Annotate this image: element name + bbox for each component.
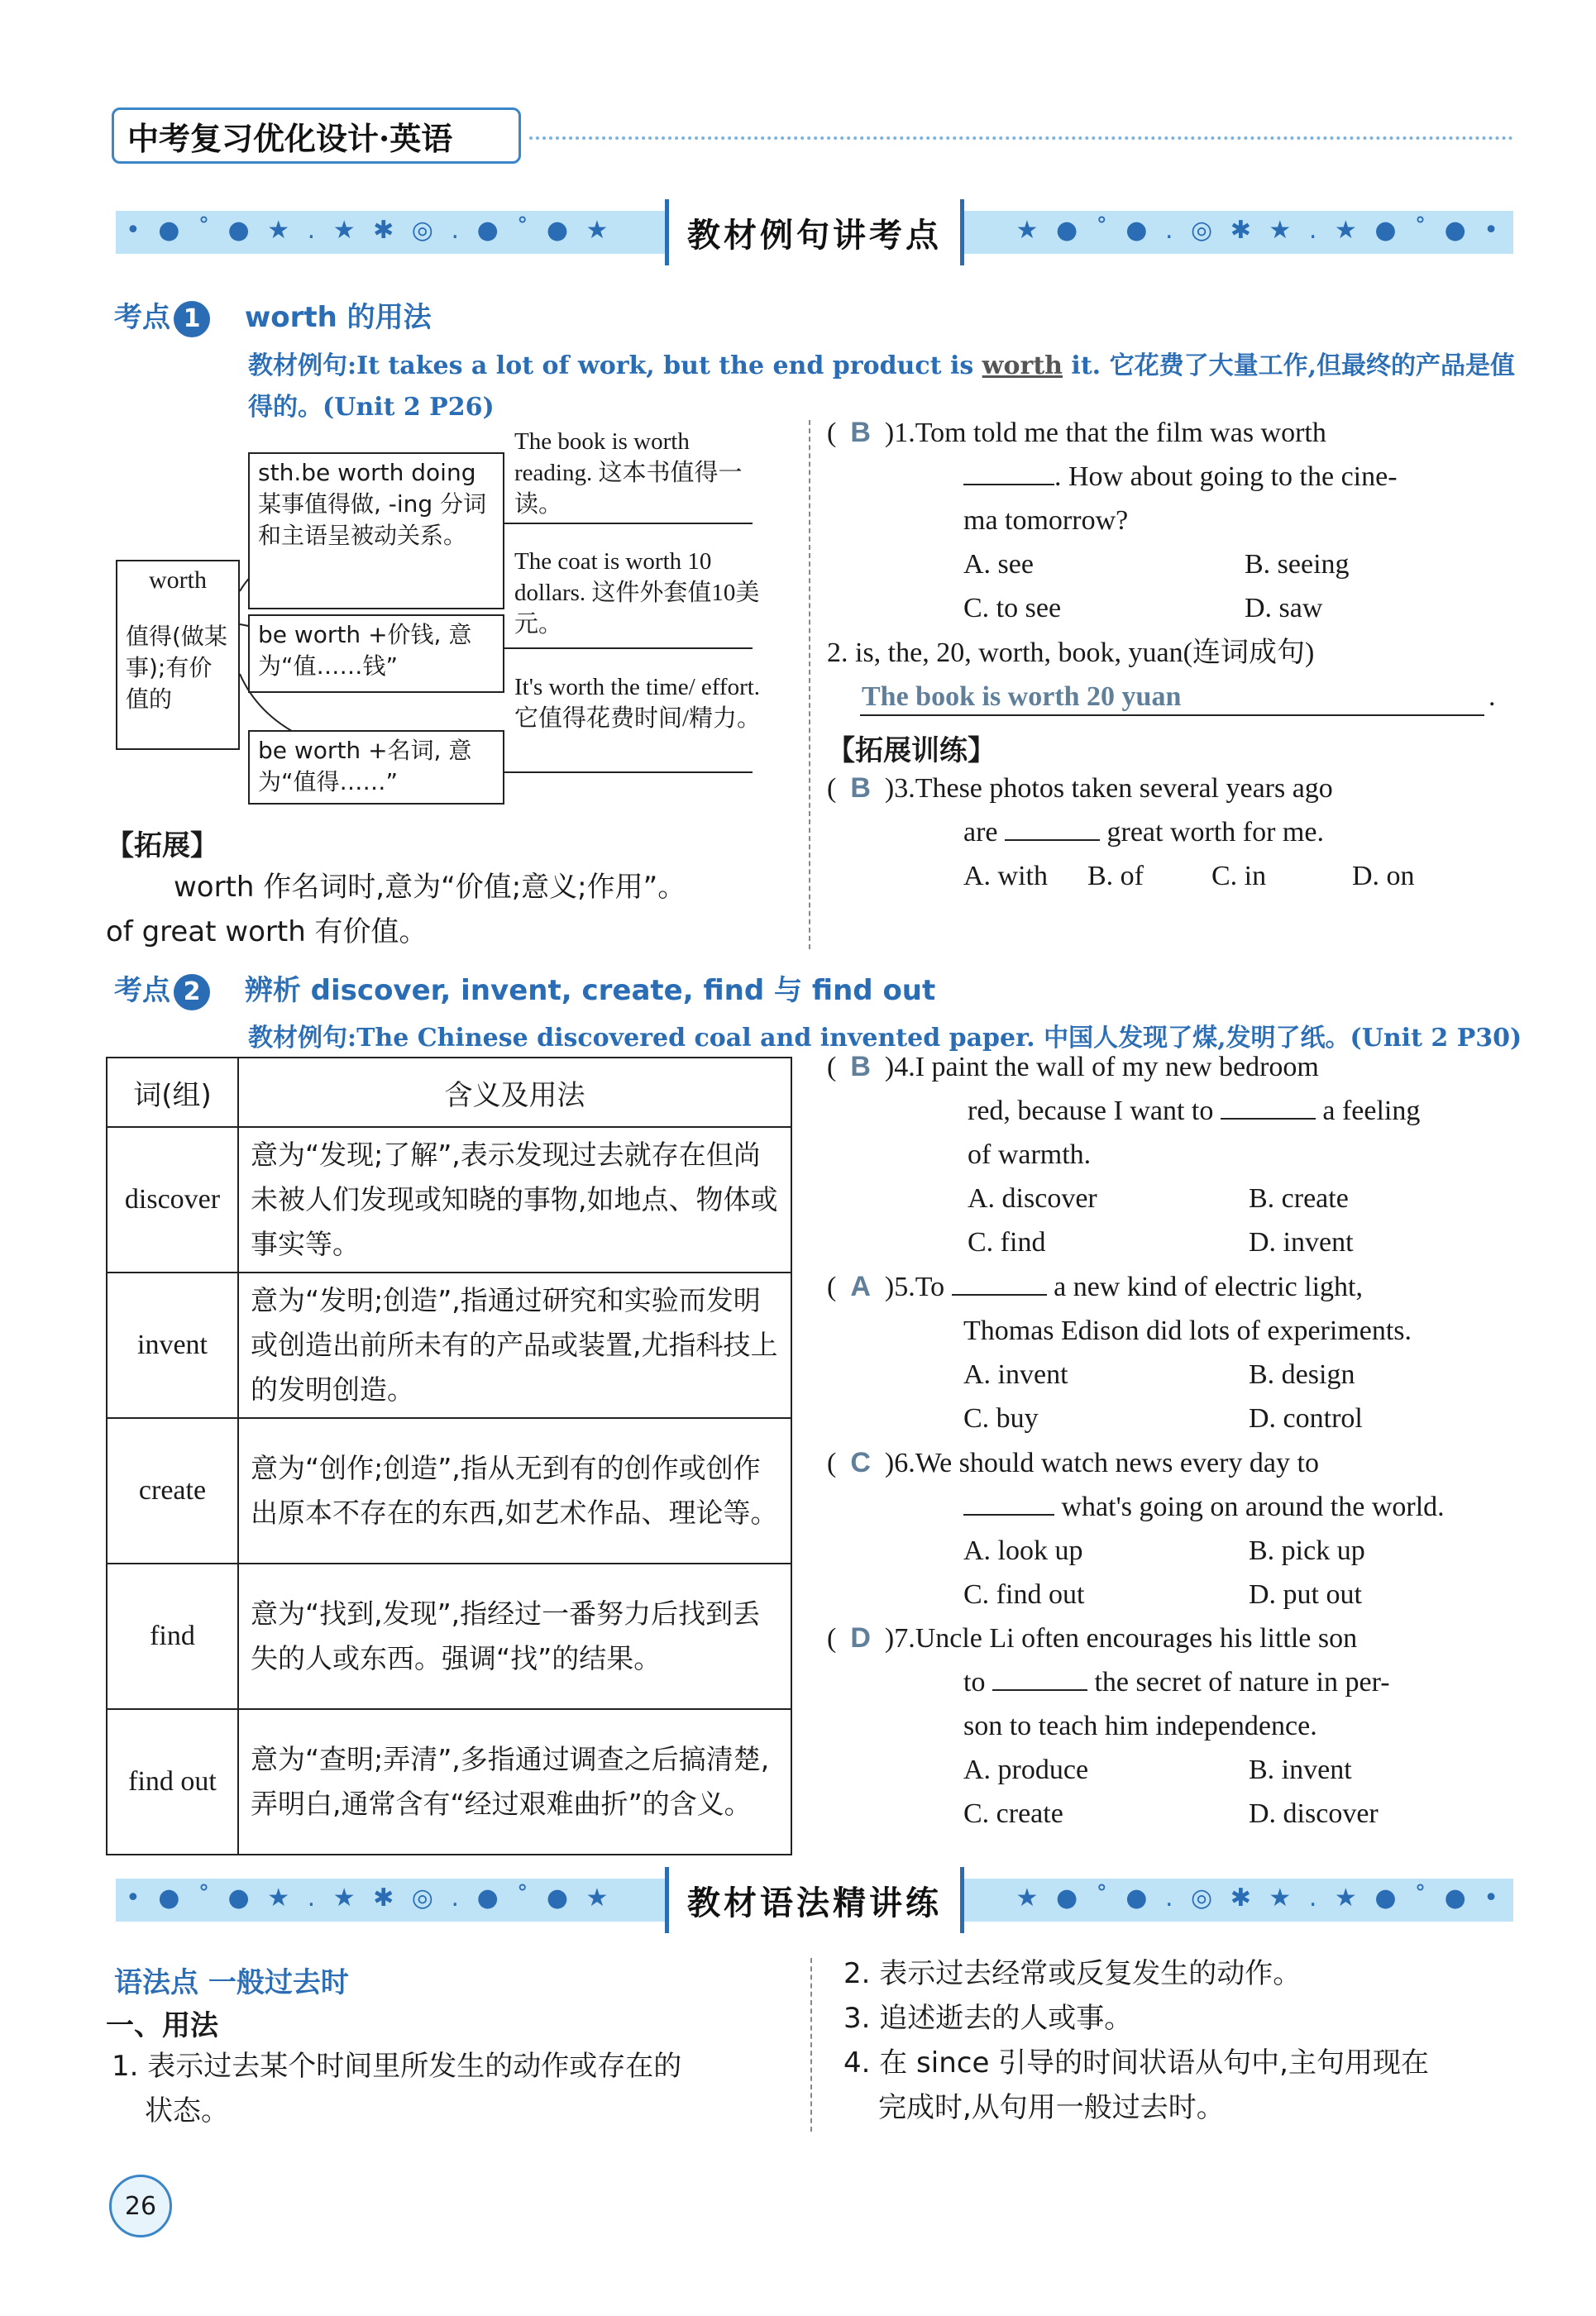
grammar-item-4: 4. 在 since 引导的时间状语从句中,主句用现在 [843, 2046, 1429, 2080]
q6-text-1: We should watch news every day to [915, 1448, 1319, 1478]
mindmap-underline-1 [504, 523, 753, 524]
question-6: ( C )6.We should watch news every day to what's going on around the world. A. look up B. pick up C. find out D. put out [827, 1441, 1522, 1616]
example-prefix: 教材例句: [248, 351, 357, 380]
q5-number: 5. [894, 1272, 915, 1302]
q6-number: 6. [894, 1448, 915, 1478]
mindmap-example-2: The coat is worth 10 dollars. 这件外套值10美元。 [514, 548, 760, 637]
q2-answer: The book is worth 20 yuan [862, 681, 1182, 712]
q3-text-2b: great worth for me. [1106, 817, 1324, 848]
example-translation: it. 它花费了大量工作,但最终的产品是值 [1062, 351, 1516, 380]
q3-option-b[interactable]: B. of [1087, 861, 1144, 891]
q4-text-1: I paint the wall of my new bedroom [915, 1052, 1319, 1082]
column-divider-2 [810, 1958, 812, 2132]
grammar-item-1: 1. 表示过去某个时间里所发生的动作或存在的 [112, 2050, 682, 2083]
q5-option-c[interactable]: C. buy [963, 1403, 1039, 1434]
banner-title: 教材语法精讲练 [665, 1867, 964, 1933]
q6-blank[interactable] [963, 1514, 1054, 1516]
page-number-badge [109, 2175, 172, 2237]
mindmap-center-word: worth [149, 566, 207, 594]
kaodian-2-example: 教材例句:The Chinese discovered coal and invented paper. 中国人发现了煤,发明了纸。(Unit 2 P30) [248, 1024, 1522, 1053]
mindmap-center-box [116, 560, 240, 750]
table-cell-word: find [107, 1564, 238, 1709]
q1-option-b[interactable]: B. seeing [1245, 549, 1350, 580]
mindmap-example-3: It's worth the time/ effort. 它值得花费时间/精力。 [514, 674, 762, 732]
banner-title: 教材例句讲考点 [665, 199, 964, 265]
grammar-section-heading: 一、用法 [106, 2009, 218, 2042]
q3-option-c[interactable]: C. in [1211, 861, 1267, 891]
question-1: ( B )1.Tom told me that the film was worth . How about going to the cine- ma tomorrow? A. see B. seeing C. to see D. saw [827, 411, 1522, 630]
table-cell-word: create [107, 1418, 238, 1564]
q7-blank[interactable] [992, 1689, 1087, 1691]
kaodian-label: 考点 [114, 301, 170, 334]
q5-option-a[interactable]: A. invent [963, 1359, 1068, 1390]
grammar-item-3: 3. 追述逝去的人或事。 [843, 2002, 1133, 2035]
kaodian-2-heading [114, 967, 935, 1010]
q1-text-1: Tom told me that the film was worth [915, 418, 1326, 448]
header-title-box [112, 107, 521, 164]
q1-blank[interactable] [963, 484, 1054, 485]
grammar-point-title: 语法点 一般过去时 [114, 1966, 349, 1999]
q7-text-3: son to teach him independence. [963, 1711, 1317, 1741]
q2-text: 2. is, the, 20, worth, book, yuan(连词成句) [827, 637, 1315, 668]
q3-answer: B [850, 772, 871, 804]
q7-option-c[interactable]: C. create [963, 1798, 1063, 1829]
q7-options [827, 1748, 1522, 1836]
table-cell-meaning: 意为“查明;弄清”,多指通过调查之后搞清楚,弄明白,通常含有“经过艰难曲折”的含义。 [238, 1709, 791, 1855]
grammar-item-4-cont: 完成时,从句用一般过去时。 [878, 2091, 1225, 2124]
q3-option-d[interactable]: D. on [1352, 861, 1415, 891]
q6-answer: C [850, 1447, 871, 1478]
question-4: ( B )4.I paint the wall of my new bedroom red, because I want to a feeling of warmth. A. discover B. create C. find D. invent [827, 1045, 1522, 1264]
q3-text-1: These photos taken several years ago [915, 773, 1333, 804]
banner-decoration-right: ★ ● ˚ ● . ◎ ✱ ★ . ★ ● ˚ ● • [1015, 1884, 1503, 1912]
example-source: 得的。(Unit 2 P26) [248, 393, 495, 422]
q1-options [827, 542, 1522, 630]
banner-decoration-right: ★ ● ˚ ● . ◎ ✱ ★ . ★ ● ˚ ● • [1015, 216, 1503, 245]
table-cell-meaning: 意为“找到,发现”,指经过一番努力后找到丢失的人或东西。强调“找”的结果。 [238, 1564, 791, 1709]
word-comparison-table [106, 1057, 792, 1855]
q6-option-b[interactable]: B. pick up [1249, 1535, 1365, 1566]
kaodian-number: 1 [174, 301, 210, 337]
table-row [107, 1127, 791, 1273]
q7-text-2a: to [963, 1667, 986, 1698]
q4-answer: B [850, 1051, 871, 1082]
q3-blank[interactable] [1005, 839, 1100, 841]
q4-text-2a: red, because I want to [968, 1096, 1214, 1126]
table-header-row [107, 1058, 791, 1127]
kaodian-number: 2 [174, 974, 210, 1010]
q4-options [827, 1177, 1522, 1264]
q6-text-2: what's going on around the world. [1061, 1492, 1445, 1522]
table-cell-meaning: 意为“发现;了解”,表示发现过去就存在但尚未被人们发现或知晓的事物,如地点、物体或事实等。 [238, 1127, 791, 1273]
mindmap-branch-2: be worth +价钱, 意为“值……钱” [248, 614, 504, 693]
q5-text-2: Thomas Edison did lots of experiments. [963, 1316, 1412, 1346]
kaodian-label: 考点 [114, 974, 170, 1007]
q4-option-a[interactable]: A. discover [968, 1183, 1097, 1214]
table-cell-meaning: 意为“创作;创造”,指从无到有的创作或创作出原本不存在的东西,如艺术作品、理论等。 [238, 1418, 791, 1564]
grammar-item-1-cont: 状态。 [145, 2094, 229, 2127]
mindmap-center-meaning: 值得(做某事);有价值的 [126, 623, 227, 713]
header-dotted-line [529, 136, 1513, 140]
table-cell-meaning: 意为“发明;创造”,指通过研究和实验而发明或创造出前所未有的产品或装置,尤指科技上的发明创造。 [238, 1273, 791, 1418]
q7-number: 7. [894, 1623, 915, 1654]
q7-option-a[interactable]: A. produce [963, 1755, 1089, 1785]
q3-option-a[interactable]: A. with [963, 861, 1048, 891]
table-header-word: 词(组) [107, 1058, 238, 1127]
mindmap-underline-3 [504, 771, 753, 773]
q3-number: 3. [894, 773, 915, 804]
q1-text-2: . How about going to the cine- [1054, 461, 1398, 492]
q5-blank[interactable] [952, 1294, 1047, 1296]
q2-answer-line [860, 714, 1484, 716]
column-divider-1 [809, 420, 810, 949]
table-row [107, 1709, 791, 1855]
example-underlined-word: worth [982, 351, 1063, 380]
mindmap-branch-1: sth.be worth doing 某事值得做, -ing 分词和主语呈被动关系。 [248, 452, 504, 609]
q7-option-d[interactable]: D. discover [1249, 1798, 1379, 1829]
q1-number: 1. [894, 418, 915, 448]
q4-blank[interactable] [1221, 1118, 1316, 1120]
banner-decoration-left: • ● ˚ ● ★ . ★ ✱ ◎ . ● ˚ ● ★ [126, 1884, 614, 1912]
table-cell-word: find out [107, 1709, 238, 1855]
q5-option-d[interactable]: D. control [1249, 1403, 1363, 1434]
question-7: ( D )7.Uncle Li often encourages his little son to the secret of nature in per- son to teach him independence. A. produce B. invent C. create D. discover [827, 1616, 1522, 1836]
question-2 [827, 631, 1522, 719]
q5-answer: A [850, 1271, 871, 1302]
q7-text-1: Uncle Li often encourages his little son [915, 1623, 1358, 1654]
header-title: 中考复习优化设计·英语 [127, 119, 453, 157]
q2-period: . [1488, 681, 1496, 712]
table-header-meaning: 含义及用法 [238, 1058, 791, 1127]
q3-text-2a: are [963, 817, 998, 848]
table-row [107, 1418, 791, 1564]
q7-option-b[interactable]: B. invent [1249, 1755, 1352, 1785]
q6-option-a[interactable]: A. look up [963, 1535, 1083, 1566]
kaodian-title: 辨析 discover, invent, create, find 与 find out [244, 974, 936, 1007]
q7-answer: D [850, 1622, 871, 1654]
q5-option-b[interactable]: B. design [1249, 1359, 1355, 1390]
q5-text-1b: a new kind of electric light, [1054, 1272, 1363, 1302]
q5-text-1a: To [915, 1272, 945, 1302]
question-5: ( A )5.To a new kind of electric light, Thomas Edison did lots of experiments. A. invent B. design C. buy D. control [827, 1265, 1522, 1440]
section-banner-1 [116, 211, 1513, 254]
q1-answer: B [850, 417, 871, 448]
q1-text-3: ma tomorrow? [963, 505, 1129, 536]
q4-number: 4. [894, 1052, 915, 1082]
mindmap-underline-2 [504, 647, 753, 649]
mindmap-branch-3: be worth +名词, 意为“值得……” [248, 730, 504, 805]
q1-option-c[interactable]: C. to see [963, 593, 1062, 623]
expand-text-1: worth 作名词时,意为“价值;意义;作用”。 [174, 871, 686, 904]
q6-option-d[interactable]: D. put out [1249, 1579, 1362, 1610]
section-banner-2 [116, 1879, 1513, 1922]
q4-option-c[interactable]: C. find [968, 1227, 1046, 1258]
mindmap-example-1: The book is worth reading. 这本书值得一读。 [514, 428, 743, 518]
example-sentence: It takes a lot of work, but the end product is [356, 351, 982, 380]
table-row [107, 1273, 791, 1418]
q4-text-2b: a feeling [1322, 1096, 1421, 1126]
q4-text-3: of warmth. [968, 1139, 1092, 1170]
banner-decoration-left: • ● ˚ ● ★ . ★ ✱ ◎ . ● ˚ ● ★ [126, 216, 614, 245]
table-cell-word: invent [107, 1273, 238, 1418]
kaodian-1-heading [114, 294, 432, 337]
expand-heading: 【拓展】 [106, 829, 218, 862]
page-number: 26 [124, 2191, 157, 2221]
q4-option-d[interactable]: D. invent [1249, 1227, 1354, 1258]
q5-options [827, 1353, 1522, 1440]
q7-text-2b: the secret of nature in per- [1094, 1667, 1390, 1698]
q3-options [827, 854, 1522, 898]
kaodian-title: worth 的用法 [244, 301, 432, 334]
expand-text-2: of great worth 有价值。 [106, 915, 428, 948]
worth-mind-map [116, 426, 802, 806]
q1-option-a[interactable]: A. see [963, 549, 1034, 580]
table-cell-word: discover [107, 1127, 238, 1273]
table-row [107, 1564, 791, 1709]
grammar-item-2: 2. 表示过去经常或反复发生的动作。 [843, 1957, 1302, 1990]
q4-option-b[interactable]: B. create [1249, 1183, 1349, 1214]
q6-option-c[interactable]: C. find out [963, 1579, 1085, 1610]
question-3: ( B )3.These photos taken several years ago are great worth for me. A. with B. of C. in D. on [827, 766, 1522, 898]
expand-training-heading: 【拓展训练】 [827, 734, 996, 767]
q1-option-d[interactable]: D. saw [1245, 593, 1323, 623]
q6-options [827, 1529, 1522, 1616]
